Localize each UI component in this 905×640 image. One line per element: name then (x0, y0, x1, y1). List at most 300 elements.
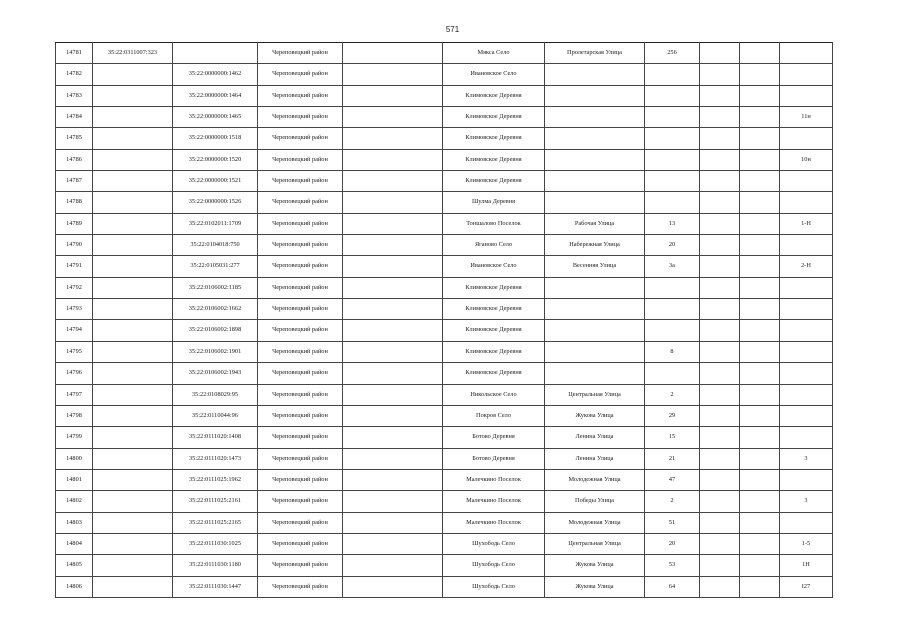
cell-street: Ленина Улица (545, 448, 645, 469)
cell-settlement: Никольское Село (443, 384, 545, 405)
cell-extra (780, 363, 833, 384)
cell-district: Череповецкий район (258, 85, 343, 106)
cell-c10 (740, 235, 780, 256)
cell-house: 20 (645, 235, 700, 256)
cell-num: 14803 (56, 512, 93, 533)
cell-street (545, 192, 645, 213)
table-row (56, 43, 833, 64)
cell-settlement: Климовское Деревня (443, 171, 545, 192)
cell-cad2: 35:22:0104018:750 (173, 235, 258, 256)
cell-extra: 3 (780, 491, 833, 512)
cell-street (545, 149, 645, 170)
cell-street: Центральная Улица (545, 384, 645, 405)
cell-num: 14784 (56, 107, 93, 128)
table-row (56, 277, 833, 298)
cell-c9 (700, 533, 740, 554)
cell-house: 64 (645, 576, 700, 597)
cell-settlement: Климовское Деревня (443, 107, 545, 128)
cell-district: Череповецкий район (258, 576, 343, 597)
cell-house (645, 192, 700, 213)
cell-blank (343, 128, 443, 149)
cell-c10 (740, 171, 780, 192)
cell-c9 (700, 43, 740, 64)
cell-blank (343, 299, 443, 320)
cell-settlement: Климовское Деревня (443, 128, 545, 149)
cell-c10 (740, 320, 780, 341)
cell-street (545, 128, 645, 149)
cell-num: 14796 (56, 363, 93, 384)
cell-extra: 10н (780, 149, 833, 170)
cell-cad1 (93, 469, 173, 490)
cell-c10 (740, 491, 780, 512)
cell-blank (343, 320, 443, 341)
table-row (56, 405, 833, 426)
cell-settlement: Шухободь Село (443, 576, 545, 597)
cell-num: 14782 (56, 64, 93, 85)
registry-body (56, 43, 833, 598)
cell-settlement: Малечкино Поселок (443, 512, 545, 533)
cell-num: 14791 (56, 256, 93, 277)
cell-street (545, 171, 645, 192)
cell-c9 (700, 149, 740, 170)
cell-c10 (740, 405, 780, 426)
table-row (56, 107, 833, 128)
cell-num: 14792 (56, 277, 93, 298)
cell-house (645, 277, 700, 298)
cell-district: Череповецкий район (258, 43, 343, 64)
cell-cad2: 35:22:0106002:1901 (173, 341, 258, 362)
table-row (56, 363, 833, 384)
cell-c10 (740, 43, 780, 64)
cell-settlement: Шухободь Село (443, 555, 545, 576)
page-number: 571 (445, 25, 460, 34)
cell-street (545, 363, 645, 384)
cell-c10 (740, 64, 780, 85)
cell-house (645, 107, 700, 128)
table-row (56, 427, 833, 448)
cell-street: Центральная Улица (545, 533, 645, 554)
cell-cad2: 35:22:0111030:1025 (173, 533, 258, 554)
cell-cad2: 35:22:0106002:1185 (173, 277, 258, 298)
cell-num: 14794 (56, 320, 93, 341)
cell-house (645, 363, 700, 384)
cell-c10 (740, 256, 780, 277)
cell-blank (343, 213, 443, 234)
cell-cad1 (93, 64, 173, 85)
registry-table (55, 42, 833, 598)
cell-cad1 (93, 213, 173, 234)
cell-c9 (700, 555, 740, 576)
cell-c9 (700, 405, 740, 426)
cell-blank (343, 235, 443, 256)
cell-extra (780, 427, 833, 448)
cell-house: 20 (645, 533, 700, 554)
cell-blank (343, 277, 443, 298)
cell-street (545, 320, 645, 341)
cell-c10 (740, 299, 780, 320)
cell-c10 (740, 107, 780, 128)
cell-extra (780, 341, 833, 362)
cell-street (545, 85, 645, 106)
cell-settlement: Климовское Деревня (443, 277, 545, 298)
cell-extra (780, 43, 833, 64)
cell-c10 (740, 213, 780, 234)
cell-c9 (700, 427, 740, 448)
cell-house (645, 320, 700, 341)
cell-extra (780, 320, 833, 341)
cell-house: 2 (645, 384, 700, 405)
cell-cad1: 35:22:0311007:323 (93, 43, 173, 64)
cell-cad1 (93, 405, 173, 426)
cell-num: 14800 (56, 448, 93, 469)
cell-street: Пролетарская Улица (545, 43, 645, 64)
cell-house: 256 (645, 43, 700, 64)
table-row (56, 85, 833, 106)
table-row (56, 235, 833, 256)
cell-cad2: 35:22:0106002:1662 (173, 299, 258, 320)
cell-cad1 (93, 235, 173, 256)
cell-c9 (700, 128, 740, 149)
cell-c9 (700, 448, 740, 469)
cell-c9 (700, 320, 740, 341)
cell-cad1 (93, 299, 173, 320)
cell-settlement: Климовское Деревня (443, 341, 545, 362)
cell-cad2: 35:22:0111025:2165 (173, 512, 258, 533)
cell-street: Рабочая Улица (545, 213, 645, 234)
cell-cad2: 35:22:0111030:1180 (173, 555, 258, 576)
cell-district: Череповецкий район (258, 235, 343, 256)
cell-cad2: 35:22:0110044:96 (173, 405, 258, 426)
cell-district: Череповецкий район (258, 277, 343, 298)
cell-extra (780, 171, 833, 192)
cell-blank (343, 43, 443, 64)
table-row (56, 64, 833, 85)
cell-blank (343, 405, 443, 426)
cell-cad1 (93, 85, 173, 106)
cell-district: Череповецкий район (258, 469, 343, 490)
cell-blank (343, 341, 443, 362)
cell-blank (343, 576, 443, 597)
cell-cad2: 35:22:0111020:1408 (173, 427, 258, 448)
cell-c9 (700, 469, 740, 490)
cell-cad1 (93, 107, 173, 128)
cell-blank (343, 555, 443, 576)
cell-house: 47 (645, 469, 700, 490)
cell-cad1 (93, 192, 173, 213)
cell-c10 (740, 576, 780, 597)
cell-num: 14798 (56, 405, 93, 426)
cell-cad2: 35:22:0102011:1709 (173, 213, 258, 234)
cell-house: 8 (645, 341, 700, 362)
cell-settlement: Ботово Деревня (443, 448, 545, 469)
cell-cad1 (93, 341, 173, 362)
cell-extra (780, 128, 833, 149)
cell-num: 14801 (56, 469, 93, 490)
cell-blank (343, 427, 443, 448)
cell-district: Череповецкий район (258, 213, 343, 234)
cell-house: 53 (645, 555, 700, 576)
cell-street: Жукова Улица (545, 576, 645, 597)
cell-c10 (740, 427, 780, 448)
table-row (56, 192, 833, 213)
cell-house: 51 (645, 512, 700, 533)
cell-settlement: Шухободь Село (443, 533, 545, 554)
table-row (56, 128, 833, 149)
cell-district: Череповецкий район (258, 427, 343, 448)
cell-num: 14788 (56, 192, 93, 213)
table-row (56, 320, 833, 341)
cell-cad2: 35:22:0000000:1520 (173, 149, 258, 170)
table-row (56, 491, 833, 512)
cell-c10 (740, 533, 780, 554)
cell-cad2: 35:22:0000000:1521 (173, 171, 258, 192)
cell-settlement: Климовское Деревня (443, 85, 545, 106)
cell-cad1 (93, 128, 173, 149)
cell-num: 14797 (56, 384, 93, 405)
cell-c10 (740, 555, 780, 576)
cell-c9 (700, 576, 740, 597)
cell-cad1 (93, 491, 173, 512)
cell-cad1 (93, 512, 173, 533)
cell-c10 (740, 512, 780, 533)
cell-cad1 (93, 384, 173, 405)
cell-district: Череповецкий район (258, 555, 343, 576)
table-row (56, 555, 833, 576)
cell-district: Череповецкий район (258, 192, 343, 213)
cell-extra (780, 405, 833, 426)
cell-extra: 2-Н (780, 256, 833, 277)
cell-cad2: 35:22:0111025:1962 (173, 469, 258, 490)
cell-num: 14793 (56, 299, 93, 320)
cell-blank (343, 469, 443, 490)
cell-extra: I27 (780, 576, 833, 597)
cell-blank (343, 491, 443, 512)
cell-cad2: 35:22:0111020:1473 (173, 448, 258, 469)
cell-settlement: Покров Село (443, 405, 545, 426)
cell-district: Череповецкий район (258, 533, 343, 554)
cell-cad1 (93, 555, 173, 576)
cell-street (545, 107, 645, 128)
cell-num: 14806 (56, 576, 93, 597)
cell-street (545, 299, 645, 320)
cell-cad1 (93, 256, 173, 277)
cell-cad2: 35:22:0106002:1943 (173, 363, 258, 384)
cell-cad2: 35:22:0111030:1447 (173, 576, 258, 597)
cell-c9 (700, 277, 740, 298)
cell-street: Набережная Улица (545, 235, 645, 256)
cell-blank (343, 192, 443, 213)
cell-extra: 11н (780, 107, 833, 128)
cell-district: Череповецкий район (258, 107, 343, 128)
cell-extra (780, 235, 833, 256)
cell-street (545, 64, 645, 85)
cell-extra (780, 277, 833, 298)
cell-num: 14795 (56, 341, 93, 362)
table-row (56, 149, 833, 170)
table-row (56, 384, 833, 405)
cell-settlement: Климовское Деревня (443, 149, 545, 170)
cell-extra: 1-Н (780, 213, 833, 234)
cell-house (645, 149, 700, 170)
table-row (56, 171, 833, 192)
cell-settlement: Мякса Село (443, 43, 545, 64)
cell-num: 14785 (56, 128, 93, 149)
cell-settlement: Яганово Село (443, 235, 545, 256)
table-row (56, 299, 833, 320)
cell-cad1 (93, 448, 173, 469)
cell-cad1 (93, 427, 173, 448)
cell-c9 (700, 171, 740, 192)
cell-extra (780, 469, 833, 490)
cell-cad2: 35:22:0000000:1465 (173, 107, 258, 128)
cell-cad1 (93, 277, 173, 298)
cell-blank (343, 448, 443, 469)
cell-num: 14799 (56, 427, 93, 448)
cell-house: 13 (645, 213, 700, 234)
cell-cad2: 35:22:0000000:1464 (173, 85, 258, 106)
cell-extra (780, 384, 833, 405)
cell-extra (780, 299, 833, 320)
cell-c10 (740, 384, 780, 405)
cell-house (645, 171, 700, 192)
cell-c9 (700, 64, 740, 85)
cell-blank (343, 512, 443, 533)
cell-blank (343, 533, 443, 554)
cell-street (545, 341, 645, 362)
cell-c9 (700, 85, 740, 106)
cell-settlement: Климовское Деревня (443, 299, 545, 320)
table-row (56, 448, 833, 469)
cell-house (645, 64, 700, 85)
cell-num: 14783 (56, 85, 93, 106)
cell-c10 (740, 128, 780, 149)
cell-cad1 (93, 320, 173, 341)
cell-settlement: Ботово Деревня (443, 427, 545, 448)
cell-num: 14805 (56, 555, 93, 576)
cell-blank (343, 149, 443, 170)
cell-district: Череповецкий район (258, 448, 343, 469)
table-row (56, 512, 833, 533)
cell-district: Череповецкий район (258, 405, 343, 426)
cell-c9 (700, 192, 740, 213)
cell-num: 14804 (56, 533, 93, 554)
cell-settlement: Малечкино Поселок (443, 469, 545, 490)
cell-cad2: 35:22:0000000:1518 (173, 128, 258, 149)
cell-house: 3а (645, 256, 700, 277)
cell-c9 (700, 213, 740, 234)
cell-blank (343, 171, 443, 192)
cell-c10 (740, 85, 780, 106)
cell-cad1 (93, 533, 173, 554)
cell-c9 (700, 256, 740, 277)
cell-street: Молодежная Улица (545, 469, 645, 490)
cell-c10 (740, 277, 780, 298)
cell-settlement: Климовское Деревня (443, 363, 545, 384)
table-row (56, 213, 833, 234)
cell-street: Жукова Улица (545, 405, 645, 426)
cell-c9 (700, 299, 740, 320)
cell-c10 (740, 341, 780, 362)
cell-street: Победы Улица (545, 491, 645, 512)
cell-cad2: 35:22:0000000:1526 (173, 192, 258, 213)
cell-street: Молодежная Улица (545, 512, 645, 533)
cell-street: Ленина Улица (545, 427, 645, 448)
cell-cad2: 35:22:0105031:277 (173, 256, 258, 277)
cell-settlement: Малечкино Поселок (443, 491, 545, 512)
cell-c9 (700, 341, 740, 362)
cell-settlement: Ивановское Село (443, 64, 545, 85)
cell-house (645, 128, 700, 149)
table-row (56, 256, 833, 277)
cell-district: Череповецкий район (258, 341, 343, 362)
cell-blank (343, 107, 443, 128)
cell-extra (780, 64, 833, 85)
cell-c9 (700, 384, 740, 405)
cell-district: Череповецкий район (258, 384, 343, 405)
cell-num: 14789 (56, 213, 93, 234)
cell-cad1 (93, 171, 173, 192)
cell-c10 (740, 448, 780, 469)
cell-house (645, 85, 700, 106)
cell-district: Череповецкий район (258, 128, 343, 149)
cell-extra (780, 512, 833, 533)
cell-blank (343, 256, 443, 277)
cell-house (645, 299, 700, 320)
cell-num: 14802 (56, 491, 93, 512)
cell-district: Череповецкий район (258, 512, 343, 533)
cell-cad1 (93, 149, 173, 170)
cell-extra: 3 (780, 448, 833, 469)
cell-extra (780, 192, 833, 213)
cell-blank (343, 384, 443, 405)
cell-district: Череповецкий район (258, 320, 343, 341)
cell-c10 (740, 469, 780, 490)
cell-house: 2 (645, 491, 700, 512)
cell-blank (343, 64, 443, 85)
table-row (56, 469, 833, 490)
cell-c9 (700, 363, 740, 384)
cell-house: 21 (645, 448, 700, 469)
cell-district: Череповецкий район (258, 171, 343, 192)
cell-street: Весенняя Улица (545, 256, 645, 277)
cell-district: Череповецкий район (258, 491, 343, 512)
cell-extra: 1-5 (780, 533, 833, 554)
cell-extra: 1Н (780, 555, 833, 576)
cell-c10 (740, 149, 780, 170)
cell-c10 (740, 192, 780, 213)
cell-cad2: 35:22:0106002:1898 (173, 320, 258, 341)
cell-house: 29 (645, 405, 700, 426)
cell-cad2: 35:22:0000000:1462 (173, 64, 258, 85)
cell-street: Жукова Улица (545, 555, 645, 576)
cell-settlement: Ивановское Село (443, 256, 545, 277)
cell-cad2: 35:22:0111025:2161 (173, 491, 258, 512)
cell-num: 14786 (56, 149, 93, 170)
cell-num: 14787 (56, 171, 93, 192)
cell-district: Череповецкий район (258, 149, 343, 170)
cell-c9 (700, 491, 740, 512)
table-row (56, 341, 833, 362)
cell-settlement: Климовское Деревня (443, 320, 545, 341)
cell-blank (343, 85, 443, 106)
cell-district: Череповецкий район (258, 64, 343, 85)
table-row (56, 533, 833, 554)
cell-c9 (700, 512, 740, 533)
cell-num: 14781 (56, 43, 93, 64)
cell-cad1 (93, 363, 173, 384)
cell-settlement: Шулма Деревня (443, 192, 545, 213)
cell-settlement: Тоншалово Поселок (443, 213, 545, 234)
